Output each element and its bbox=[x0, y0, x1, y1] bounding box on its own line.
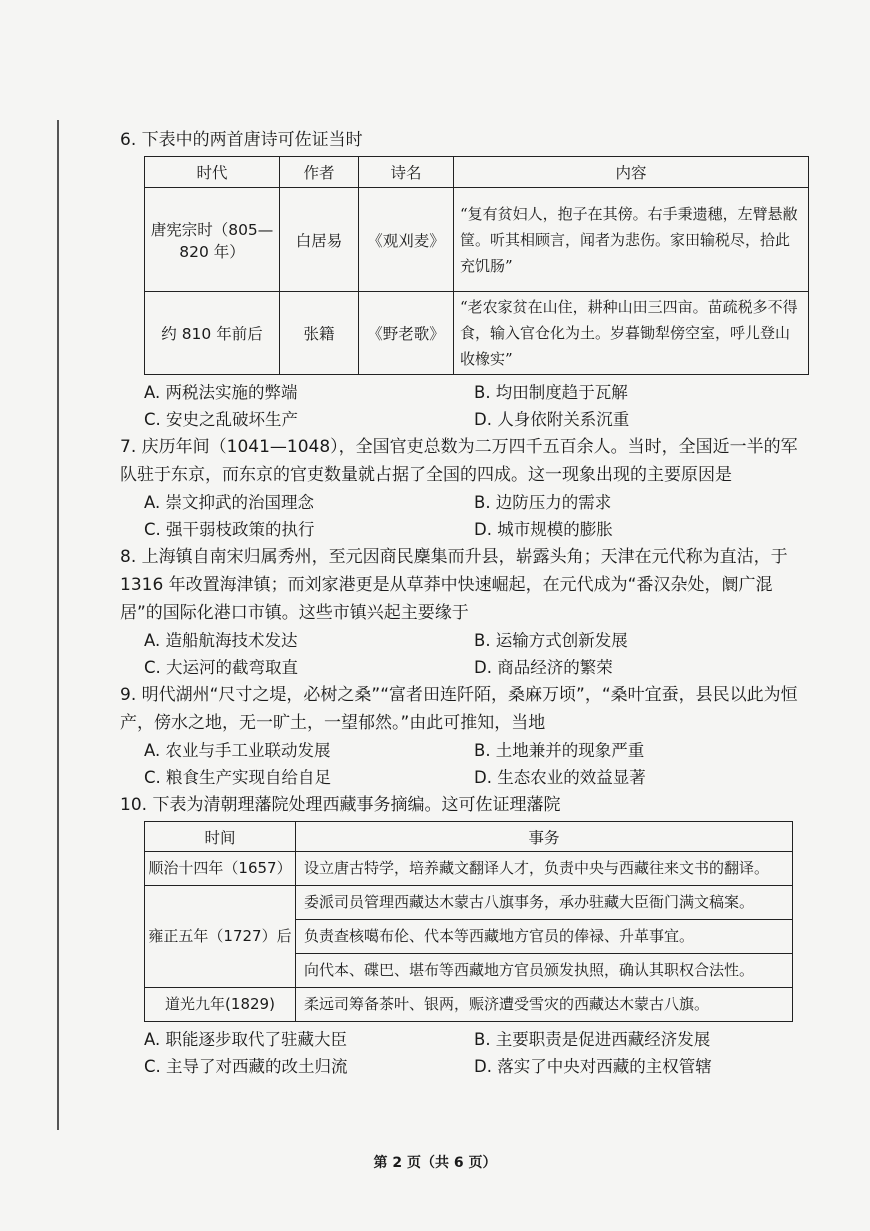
table-header-content: 内容 bbox=[454, 157, 809, 188]
option-a: A. 两税法实施的弊端 bbox=[144, 383, 298, 402]
table-cell-author: 张籍 bbox=[280, 292, 359, 375]
table-cell-affair: 设立唐古特学，培养藏文翻译人才，负责中央与西藏往来文书的翻译。 bbox=[296, 852, 793, 886]
page-content bbox=[120, 126, 810, 1080]
option-d: D. 人身依附关系沉重 bbox=[474, 410, 630, 429]
table-row bbox=[145, 988, 793, 1022]
question-10-stem: 10. 下表为清朝理藩院处理西藏事务摘编。这可佐证理藩院 bbox=[120, 795, 561, 815]
table-cell-affair: 向代本、碟巴、堪布等西藏地方官员颁发执照，确认其职权合法性。 bbox=[296, 954, 793, 988]
option-a: A. 造船航海技术发达 bbox=[144, 631, 298, 650]
table-header-affair: 事务 bbox=[296, 822, 793, 852]
option-c: C. 粮食生产实现自给自足 bbox=[144, 768, 332, 787]
question-8-options bbox=[120, 627, 810, 681]
option-c: C. 主导了对西藏的改土归流 bbox=[144, 1057, 348, 1076]
option-c: C. 安史之乱破坏生产 bbox=[144, 410, 299, 429]
table-cell-time: 顺治十四年（1657） bbox=[145, 852, 296, 886]
table-row bbox=[145, 886, 793, 920]
question-7-stem: 7. 庆历年间（1041—1048），全国官吏总数为二万四千五百余人。当时，全国近一半的军队驻于东京，而东京的官吏数量就占据了全国的四成。这一现象出现的主要原因是 bbox=[120, 437, 798, 485]
table-header-era: 时代 bbox=[145, 157, 280, 188]
table-cell-time: 雍正五年（1727）后 bbox=[145, 886, 296, 988]
option-a: A. 崇文抑武的治国理念 bbox=[144, 493, 314, 512]
option-d: D. 商品经济的繁荣 bbox=[474, 658, 613, 677]
option-d: D. 城市规模的膨胀 bbox=[474, 520, 613, 539]
question-6-options bbox=[120, 379, 810, 433]
option-b: B. 运输方式创新发展 bbox=[474, 631, 628, 650]
table-row bbox=[145, 852, 793, 886]
option-c: C. 大运河的截弯取直 bbox=[144, 658, 299, 677]
table-header-title: 诗名 bbox=[359, 157, 454, 188]
table-cell-content: “复有贫妇人，抱子在其傍。右手秉遗穗，左臂悬敝筐。听其相顾言，闻者为悲伤。家田输税尽，拾此充饥肠” bbox=[454, 188, 809, 292]
table-header-author: 作者 bbox=[280, 157, 359, 188]
question-9-options bbox=[120, 737, 810, 791]
table-row bbox=[145, 292, 809, 375]
option-d: D. 生态农业的效益显著 bbox=[474, 768, 646, 787]
page-number-footer: 第 2 页（共 6 页） bbox=[373, 1155, 497, 1171]
option-b: B. 边防压力的需求 bbox=[474, 493, 612, 512]
table-cell-title: 《野老歌》 bbox=[359, 292, 454, 375]
option-d: D. 落实了中央对西藏的主权管辖 bbox=[474, 1057, 712, 1076]
question-8-stem: 8. 上海镇自南宋归属秀州，至元因商民麇集而升县，崭露头角；天津在元代称为直沽，于 1316 年改置海津镇；而刘家港更是从草莽中快速崛起，在元代成为“番汉杂处，阛广混居”的国际化港口市镇。这些市镇兴起主要缘于 bbox=[120, 547, 788, 623]
table-cell-content: “老农家贫在山住，耕种山田三四亩。苗疏税多不得食，输入官仓化为土。岁暮锄犁傍空室，呼儿登山收橡实” bbox=[454, 292, 809, 375]
binding-margin-line bbox=[57, 120, 59, 1130]
table-cell-era: 约 810 年前后 bbox=[145, 292, 280, 375]
option-b: B. 均田制度趋于瓦解 bbox=[474, 383, 628, 402]
table-cell-affair: 负责查核噶布伦、代本等西藏地方官员的俸禄、升革事宜。 bbox=[296, 920, 793, 954]
question-10-options bbox=[120, 1026, 810, 1080]
table-cell-author: 白居易 bbox=[280, 188, 359, 292]
option-a: A. 职能逐步取代了驻藏大臣 bbox=[144, 1030, 347, 1049]
question-7-options bbox=[120, 489, 810, 543]
option-c: C. 强干弱枝政策的执行 bbox=[144, 520, 315, 539]
question-9-stem: 9. 明代湖州“尺寸之堤，必树之桑”“富者田连阡陌，桑麻万顷”，“桑叶宜蚕，县民以此为恒产，傍水之地，无一旷土，一望郁然。”由此可推知，当地 bbox=[120, 685, 798, 733]
question-10-table bbox=[144, 821, 793, 1022]
table-row bbox=[145, 188, 809, 292]
table-cell-title: 《观刈麦》 bbox=[359, 188, 454, 292]
option-a: A. 农业与手工业联动发展 bbox=[144, 741, 331, 760]
table-cell-affair: 委派司员管理西藏达木蒙古八旗事务，承办驻藏大臣衙门满文稿案。 bbox=[296, 886, 793, 920]
option-b: B. 主要职责是促进西藏经济发展 bbox=[474, 1030, 711, 1049]
table-cell-era: 唐宪宗时（805—820 年） bbox=[145, 188, 280, 292]
option-b: B. 土地兼并的现象严重 bbox=[474, 741, 645, 760]
question-6-table bbox=[144, 156, 809, 375]
question-6-stem: 6. 下表中的两首唐诗可佐证当时 bbox=[120, 130, 363, 150]
table-header-time: 时间 bbox=[145, 822, 296, 852]
table-cell-time: 道光九年(1829) bbox=[145, 988, 296, 1022]
table-cell-affair: 柔远司筹备茶叶、银两，赈济遭受雪灾的西藏达木蒙古八旗。 bbox=[296, 988, 793, 1022]
